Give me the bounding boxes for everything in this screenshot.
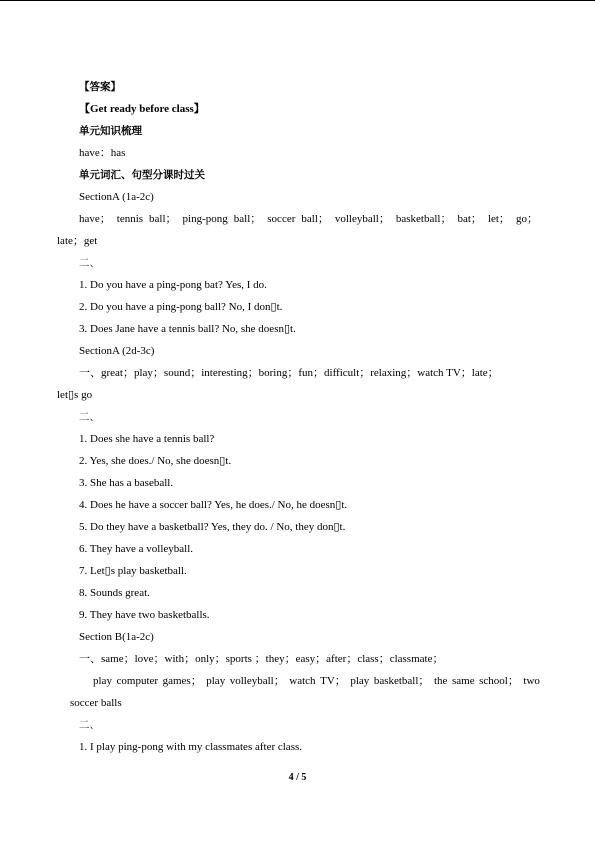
line-word: TV；	[320, 675, 346, 687]
answer-line: 1. Does she have a tennis ball?	[79, 433, 215, 445]
line-word: basketball；	[373, 675, 430, 687]
line-word: soccer	[267, 213, 296, 225]
answer-line: 3. Does Jane have a tennis ball? No, she doesn▯t.	[79, 323, 296, 335]
justified-line	[79, 212, 538, 226]
section-title: Section B(1a-2c)	[79, 631, 154, 643]
line-word: volleyball；	[334, 213, 390, 225]
line-word: basketball；	[395, 213, 452, 225]
line-word: volleyball；	[229, 675, 285, 687]
vocab-heading: 单元词汇、句型分课时过关	[79, 169, 205, 181]
part-label: 二、	[79, 411, 100, 423]
line-word: ball；	[233, 213, 262, 225]
line-word: go；	[515, 213, 538, 225]
answer-line: 3. She has a baseball.	[79, 477, 174, 489]
answer-line: 1. I play ping-pong with my classmates after class.	[79, 741, 303, 753]
line-word: games；	[162, 675, 202, 687]
line-word: the	[433, 675, 448, 687]
answer-line: 9. They have two basketballs.	[79, 609, 210, 621]
answer-line: 2. Yes, she does./ No, she doesn▯t.	[79, 455, 232, 467]
line-word: two	[523, 675, 540, 687]
answer-line: 6. They have a volleyball.	[79, 543, 194, 555]
answer-line: 7. Let▯s play basketball.	[79, 565, 187, 577]
line-word: ball；	[301, 213, 329, 225]
justified-line	[93, 674, 540, 688]
line-word: watch	[289, 675, 316, 687]
answer-line: 一、great；play；sound；interesting；boring；fun；difficult；relaxing；watch TV；late；	[79, 367, 499, 379]
line-word: have；	[79, 213, 111, 225]
line-word: computer	[116, 675, 159, 687]
page-number: 4 / 5	[288, 772, 307, 783]
answer-line: 4. Does he have a soccer ball? Yes, he does./ No, he doesn▯t.	[79, 499, 348, 511]
unit-summary-heading: 单元知识梳理	[79, 125, 142, 137]
line-word: let；	[487, 213, 510, 225]
line-word: bat；	[457, 213, 482, 225]
answer-line: soccer balls	[70, 697, 122, 709]
answer-line: 一、same；love；with；only；sports ；they；easy；after；class；classmate；	[79, 653, 444, 665]
line-word: tennis	[116, 213, 144, 225]
answer-line: late；get	[57, 235, 98, 247]
top-rule	[0, 0, 595, 1]
section-title: SectionA (1a-2c)	[79, 191, 154, 203]
line-word: ping-pong	[182, 213, 228, 225]
part-label: 二、	[79, 719, 100, 731]
line-word: play	[206, 675, 226, 687]
line-word: play	[93, 675, 112, 687]
line-word: ball；	[149, 213, 177, 225]
get-ready-heading: 【Get ready before class】	[79, 103, 205, 115]
line-word: play	[350, 675, 370, 687]
section-title: SectionA (2d-3c)	[79, 345, 155, 357]
line-word: school；	[479, 675, 519, 687]
answer-line: 8. Sounds great.	[79, 587, 150, 599]
answer-line: 5. Do they have a basketball? Yes, they do. / No, they don▯t.	[79, 521, 346, 533]
answer-line: 2. Do you have a ping-pong ball? No, I don▯t.	[79, 301, 283, 313]
answer-line: let▯s go	[57, 389, 93, 401]
answer-heading: 【答案】	[79, 81, 121, 93]
answer-line: 1. Do you have a ping-pong bat? Yes, I do.	[79, 279, 267, 291]
part-label: 二、	[79, 257, 100, 269]
answer-line: have：has	[79, 147, 126, 159]
line-word: same	[451, 675, 475, 687]
